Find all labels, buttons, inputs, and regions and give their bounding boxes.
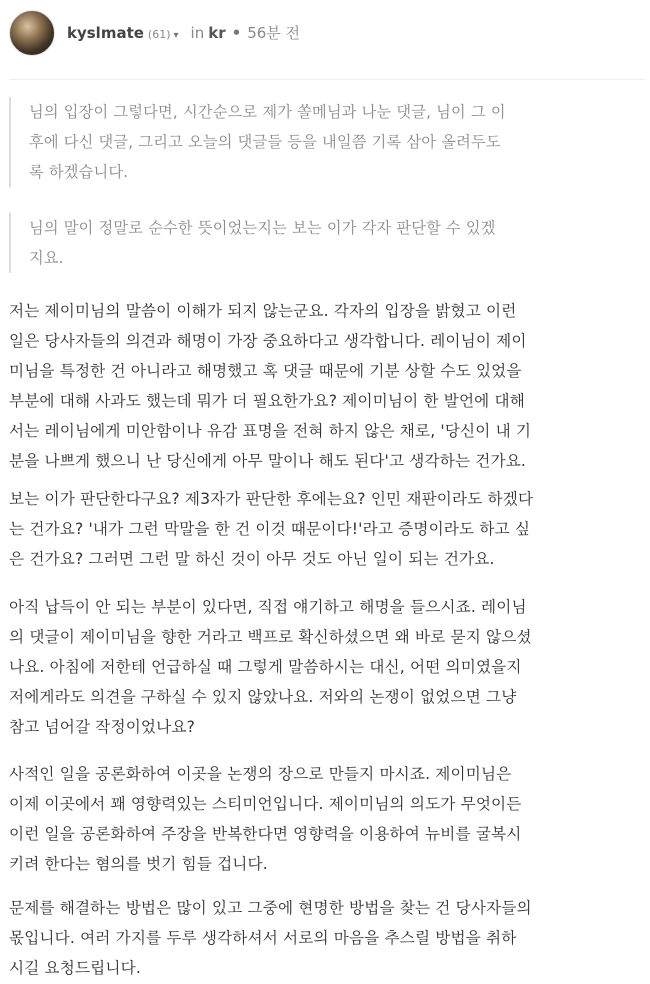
in-label: in (190, 24, 205, 42)
community-link[interactable]: kr (208, 24, 226, 42)
author-link[interactable]: kyslmate (67, 24, 144, 42)
chevron-down-icon[interactable]: ▾ (173, 30, 179, 41)
quote-line: 록 하겠습니다. (29, 163, 129, 181)
text-line: 은 건가요? 그러면 그런 말 하신 것이 아무 것도 아닌 일이 되는 건가요. (9, 550, 495, 568)
text-line: 미님을 특정한 건 아니라고 해명했고 혹 댓글 때문에 기분 상할 수도 있었을 (9, 362, 522, 380)
paragraph-2 (9, 484, 645, 574)
text-line: 몫입니다. 여러 가지를 두루 생각하셔서 서로의 마음을 추스릴 방법을 취하 (9, 929, 517, 947)
text-line: 저에게라도 의견을 구하실 수 있지 않았나요. 저와의 논쟁이 없었으면 그냥 (9, 688, 517, 706)
paragraph-5 (9, 893, 645, 983)
text-line: 아직 납득이 안 되는 부분이 있다면, 직접 얘기하고 해명을 들으시죠. 레이님 (9, 598, 527, 616)
text-line: 이런 일을 공론화하여 주장을 반복한다면 영향력을 이용하여 뉴비를 굴복시 (9, 825, 522, 843)
timestamp[interactable]: 56분 전 (247, 24, 301, 42)
blockquote-1 (9, 97, 637, 187)
text-line: 보는 이가 판단한다구요? 제3자가 판단한 후에는요? 인민 재판이라도 하겠다 (9, 490, 534, 508)
text-line: 저는 제이미님의 말씀이 이해가 되지 않는군요. 각자의 입장을 밝혔고 이런 (9, 302, 517, 320)
paragraph-4 (9, 759, 645, 879)
post-meta (67, 22, 300, 43)
divider (9, 79, 645, 80)
text-line: 참고 넘어갈 작정이었나요? (9, 718, 195, 736)
quote-line: 지요. (29, 249, 64, 267)
text-line: 서는 레이님에게 미안함이나 유감 표명을 전혀 하지 않은 채로, '당신이 내 기 (9, 422, 532, 440)
quote-line: 님의 말이 정말로 순수한 뜻이었는지는 보는 이가 각자 판단할 수 있겠 (29, 219, 496, 237)
paragraph-1 (9, 296, 645, 476)
text-line: 의 댓글이 제이미님을 향한 거라고 백프로 확신하셨으면 왜 바로 묻지 않으셨 (9, 628, 532, 646)
text-line: 시길 요청드립니다. (9, 959, 141, 977)
text-line: 부분에 대해 사과도 했는데 뭐가 더 필요한가요? 제이미님이 한 발언에 대해 (9, 392, 525, 410)
separator-dot: • (231, 24, 242, 42)
blockquote-2 (9, 213, 637, 273)
text-line: 사적인 일을 공론화하여 이곳을 논쟁의 장으로 만들지 마시죠. 제이미님은 (9, 765, 512, 783)
text-line: 나요. 아침에 저한테 언급하실 때 그렇게 말씀하시는 대신, 어떤 의미였을지 (9, 658, 522, 676)
text-line: 일은 당사자들의 의견과 해명이 가장 중요하다고 생각합니다. 레이님이 제이 (9, 332, 527, 350)
text-line: 는 건가요? '내가 그런 막말을 한 건 이것 때문이다!'라고 증명이라도 하고 싶 (9, 520, 531, 538)
quote-line: 님의 입장이 그렇다면, 시간순으로 제가 쏠메님과 나눈 댓글, 님이 그 이 (29, 103, 506, 121)
text-line: 키려 한다는 혐의를 벗기 힘들 겁니다. (9, 855, 268, 873)
paragraph-3 (9, 592, 645, 742)
avatar[interactable] (9, 10, 55, 56)
text-line: 문제를 해결하는 방법은 많이 있고 그중에 현명한 방법을 찾는 건 당사자들의 (9, 899, 532, 917)
text-line: 분을 나쁘게 했으니 난 당신에게 아무 말이나 해도 된다'고 생각하는 건가요. (9, 452, 527, 470)
post-header (0, 0, 650, 70)
quote-line: 후에 다신 댓글, 그리고 오늘의 댓글들 등을 내일쯤 기록 삼아 올려두도 (29, 133, 501, 151)
reputation-score: (61) (147, 28, 171, 41)
text-line: 이제 이곳에서 꽤 영향력있는 스티미언입니다. 제이미님의 의도가 무엇이든 (9, 795, 522, 813)
